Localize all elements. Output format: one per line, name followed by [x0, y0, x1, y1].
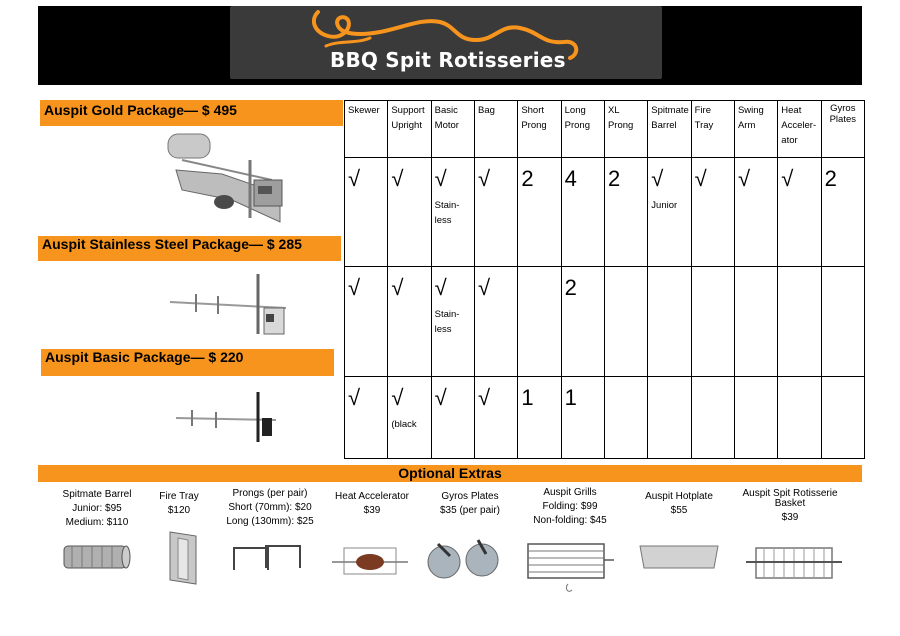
- extra-hotplate: [636, 490, 722, 518]
- extra-price: $39: [363, 505, 381, 516]
- check-mark: √: [477, 275, 491, 300]
- extra-price: $35 (per pair): [439, 505, 501, 516]
- package-title-stainless: Auspit Stainless Steel Package— $ 285: [38, 236, 341, 261]
- table-cell: [734, 377, 777, 459]
- extra-price: Folding: $99: [542, 501, 598, 512]
- check-mark: √: [391, 385, 404, 410]
- extra-price: Non-folding: $45: [533, 515, 607, 526]
- extra-label: Auspit Grills: [543, 487, 597, 498]
- prongs-image: [228, 540, 306, 576]
- column-header: Support Upright: [388, 101, 431, 158]
- column-header: XL Prong: [604, 101, 647, 158]
- table-row-stainless: [345, 267, 865, 377]
- heat-accelerator-image: [330, 542, 410, 576]
- table-cell: [474, 158, 517, 267]
- grill-image: [524, 540, 616, 598]
- brand-logo: [230, 6, 662, 79]
- gyros-plates-image: [420, 536, 510, 580]
- extra-price: Long (130mm): $25: [226, 516, 314, 527]
- package-comparison-table: [344, 100, 865, 459]
- check-mark: √: [434, 385, 447, 410]
- column-header: Short Prong: [518, 101, 561, 158]
- extra-label: Spitmate Barrel: [62, 489, 132, 500]
- table-cell: [388, 377, 431, 459]
- column-header: Swing Arm: [734, 101, 777, 158]
- extra-price: $39: [781, 512, 799, 523]
- table-cell: [345, 158, 388, 267]
- cell-value: 2: [521, 166, 534, 191]
- table-cell: [518, 267, 561, 377]
- table-cell: [734, 267, 777, 377]
- check-mark: √: [348, 385, 361, 410]
- table-cell: [778, 377, 821, 459]
- table-cell: [691, 158, 734, 267]
- column-header: Spitmate Barrel: [648, 101, 691, 158]
- package-title-basic: Auspit Basic Package— $ 220: [41, 349, 334, 376]
- cell-value: 1: [521, 385, 534, 410]
- table-cell: [345, 267, 388, 377]
- extra-price: $120: [167, 505, 191, 516]
- package-title-gold: Auspit Gold Package— $ 495: [40, 100, 343, 126]
- table-cell: [345, 377, 388, 459]
- cell-value: 4: [564, 166, 577, 191]
- extra-price: Medium: $110: [65, 517, 129, 528]
- table-cell: [778, 158, 821, 267]
- fire-tray-image: [166, 530, 200, 586]
- column-header: Bag: [474, 101, 517, 158]
- check-mark: √: [737, 166, 751, 191]
- table-cell: [431, 267, 474, 377]
- extra-label: Basket: [774, 498, 806, 509]
- table-cell: [561, 377, 604, 459]
- column-header: Fire Tray: [691, 101, 734, 158]
- extra-label: Auspit Spit Rotisserie: [742, 488, 838, 499]
- check-mark: √: [477, 166, 491, 191]
- column-header: Gyros Plates: [821, 101, 864, 158]
- extra-label: Auspit Hotplate: [645, 491, 713, 502]
- cell-value: 2: [824, 166, 837, 191]
- check-mark: √: [391, 166, 404, 191]
- table-header-row: [345, 101, 865, 158]
- check-mark: √: [391, 275, 404, 300]
- extra-label: Prongs (per pair): [232, 488, 308, 499]
- check-mark: √: [348, 275, 361, 300]
- table-cell: [388, 158, 431, 267]
- logo-text: BBQ Spit Rotisseries: [330, 48, 566, 72]
- table-row-basic: [345, 377, 865, 459]
- table-cell: [648, 158, 691, 267]
- table-cell: [518, 158, 561, 267]
- barrel-image: [60, 540, 132, 574]
- hotplate-image: [636, 540, 722, 574]
- cell-value: 2: [564, 275, 577, 300]
- extra-label: Fire Tray: [159, 491, 199, 502]
- extra-label: Gyros Plates: [441, 491, 499, 502]
- table-cell: [474, 377, 517, 459]
- table-cell: [604, 267, 647, 377]
- check-mark: √: [348, 166, 361, 191]
- optional-extras-title: Optional Extras: [38, 465, 862, 482]
- table-row-gold: [345, 158, 865, 267]
- extra-label: Heat Accelerator: [335, 491, 409, 502]
- table-cell: [691, 267, 734, 377]
- extra-price: $55: [670, 505, 688, 516]
- check-mark: √: [434, 275, 447, 300]
- cell-value: 2: [607, 166, 621, 191]
- extra-rotisserie-basket: [738, 489, 842, 523]
- gold-rotisserie-image: [162, 130, 292, 234]
- extra-fire-tray: [150, 490, 208, 518]
- extra-gyros-plates: [430, 490, 510, 518]
- table-cell: [561, 158, 604, 267]
- check-mark: √: [781, 166, 794, 191]
- extra-prongs: [222, 487, 318, 529]
- table-cell: [474, 267, 517, 377]
- column-header: Heat Acceler- ator: [778, 101, 821, 158]
- extra-heat-accelerator: [330, 490, 414, 518]
- table-cell: [778, 267, 821, 377]
- table-cell: [821, 267, 864, 377]
- stainless-rotisserie-image: [166, 268, 292, 340]
- table-cell: [518, 377, 561, 459]
- table-cell: [561, 267, 604, 377]
- table-cell: [431, 377, 474, 459]
- check-mark: √: [651, 166, 664, 191]
- cell-note: Stain- less: [434, 200, 460, 226]
- table-cell: [604, 158, 647, 267]
- check-mark: √: [477, 385, 491, 410]
- table-cell: [648, 377, 691, 459]
- cell-note: Stain- less: [434, 309, 460, 335]
- extra-grills: [524, 486, 616, 528]
- table-cell: [691, 377, 734, 459]
- table-cell: [431, 158, 474, 267]
- table-cell: [821, 377, 864, 459]
- cell-note: Junior: [651, 200, 678, 211]
- check-mark: √: [694, 166, 707, 191]
- table-cell: [821, 158, 864, 267]
- table-cell: [648, 267, 691, 377]
- extra-spitmate-barrel: [52, 488, 142, 530]
- column-header: Basic Motor: [431, 101, 474, 158]
- cell-note: (black: [391, 419, 417, 430]
- cell-value: 1: [564, 385, 577, 410]
- table-cell: [388, 267, 431, 377]
- table-cell: [734, 158, 777, 267]
- check-mark: √: [434, 166, 447, 191]
- extra-price: Junior: $95: [72, 503, 122, 514]
- extra-price: Short (70mm): $20: [228, 502, 312, 513]
- basket-image: [744, 540, 844, 584]
- column-header: Long Prong: [561, 101, 604, 158]
- table-cell: [604, 377, 647, 459]
- basic-rotisserie-image: [172, 388, 282, 444]
- column-header: Skewer: [345, 101, 388, 158]
